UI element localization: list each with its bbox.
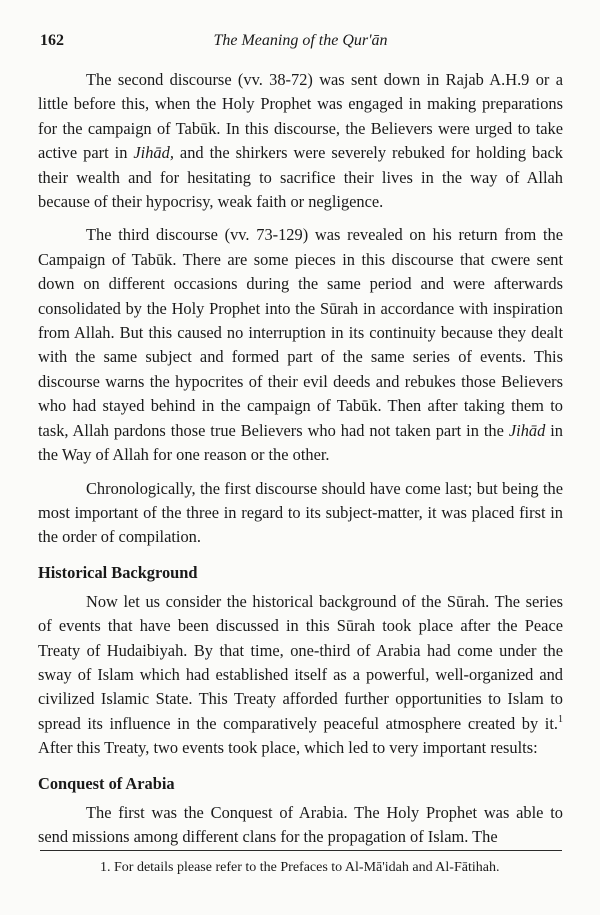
paragraph-text: and the shirkers were severely rebuked for holding back their wealth and for hesitating to sacrifice their lives in the way of Allah because of their hypocrisy, weak faith or negligence. [38, 143, 563, 212]
paragraph-historical-background [38, 590, 563, 761]
paragraph-text: in the Way of Allah for one reason or the other. [38, 420, 563, 465]
book-page [38, 30, 563, 849]
paragraph-third-discourse [38, 223, 563, 467]
section-heading-historical-background: Historical Background [38, 562, 198, 582]
paragraph-text: After this Treaty, two events took place, which led to very important results: [38, 738, 538, 758]
page-number: 162 [40, 32, 64, 49]
footnote: 1. For details please refer to the Prefaces to Al-Mā'idah and Al-Fātihah. [100, 860, 500, 875]
paragraph-text: The third discourse (vv. 73-129) was revealed on his return from the Campaign of Tabūk. There are some pieces in this discourse that cwere sent down on different occasions during the same period and were afterwards consolidated by the Holy Prophet into the Sūrah in accordance with inspiration from Allah. But this caused no interruption in its continuity because they dealt with the same subject and formed part of the same series of events. This discourse warns the hypocrites of their evil deeds and rebukes those Believers who had stayed behind in the campaign of Tabūk. Then after taking them to task, Allah pardons those true Believers who had not taken part in the [38, 225, 563, 440]
footnote-divider [40, 850, 562, 851]
section-heading-conquest-of-arabia: Conquest of Arabia [38, 773, 175, 793]
running-head [38, 30, 563, 56]
paragraph-text: The second discourse (vv. 38-72) was sent down in Rajab A.H.9 or a little before this, when the Holy Prophet was engaged in making preparations for the campaign of Tabūk. In this discourse, the Believers were urged to take active part in [38, 70, 563, 163]
italic-term: Jihād [508, 420, 546, 440]
italic-term: Jihād, [133, 143, 174, 163]
paragraph-second-discourse [38, 68, 563, 214]
book-title: The Meaning of the Qur'ān [213, 32, 388, 49]
paragraph-conquest: The first was the Conquest of Arabia. The Holy Prophet was able to send missions among different clans for the propagation of Islam. The [38, 802, 563, 846]
paragraph-text: Now let us consider the historical background of the Sūrah. The series of events that have been discussed in this Sūrah took place after the Peace Treaty of Hudaibiyah. By that time, one-third of Arabia had come under the sway of Islam which had established itself as a powerful, well-organized and civilized Islamic State. This Treaty afforded further opportunities to Islam to spread its influence in the comparatively peaceful atmosphere created by it. [38, 591, 563, 733]
paragraph-chronology: Chronologically, the first discourse should have come last; but being the most important of the three in regard to its subject-matter, it was placed first in the order of compilation. [38, 478, 563, 547]
footnote-marker: 1 [558, 713, 563, 725]
